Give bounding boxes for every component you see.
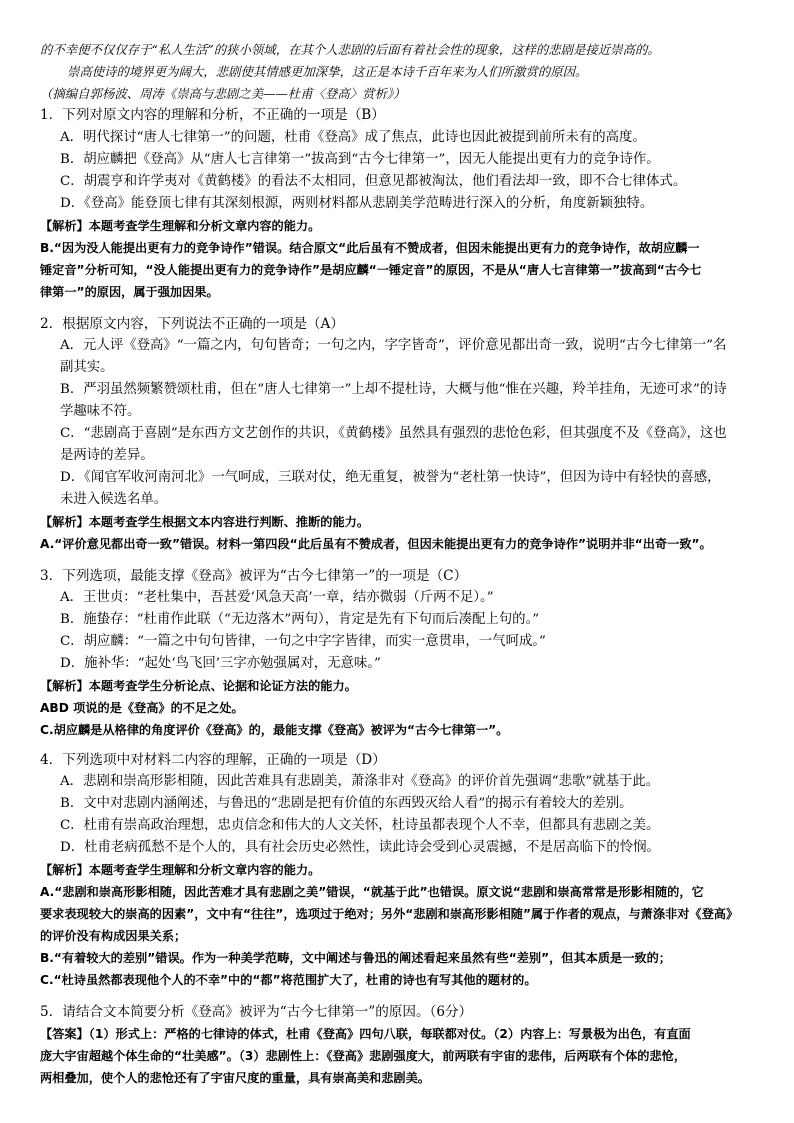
question-2-stem: 2．根据原文内容，下列说法不正确的一项是（A） [40,316,344,332]
question-1-option-d: D．《登高》能登顶七律有其深刻根源，两则材料都从悲剧美学范畴进行深入的分析，角度新颖独特。 [60,196,654,211]
question-1-analysis-line: 律第一”的原因，属于强加因果。 [40,285,219,299]
question-2-option-a-cont: 副其实。 [60,360,114,375]
question-1-stem: 1．下列对原文内容的理解和分析，不正确的一项是（B） [40,107,385,123]
question-1-analysis-title: 【解析】本题考查学生理解和分析文章内容的能力。 [40,219,321,233]
question-5-answer-line: 【答案】（1）形式上：严格的七律诗的体式，杜甫《登高》四句八联，每联都对仗。（2）内容上：写景极为出色，有直面 [40,1027,691,1041]
source-citation: （摘编自郭杨波、周涛《崇高与悲剧之美——杜甫〈登高〉赏析》） [40,86,406,101]
question-1-option-a: A．明代探讨“唐人七律第一”的问题，杜甫《登高》成了焦点，此诗也因此被提到前所未有的高度。 [60,130,646,145]
question-1-analysis-line: 锤定音”分析可知，“没人能提出更有力的竞争诗作”是胡应麟“一锤定音”的原因，不是从“唐人七言律第一”拔高到“古今七 [40,263,702,277]
intro-line-1: 的不幸便不仅仅存于“私人生活”的狭小领域，在其个人悲剧的后面有着社会性的现象，这样的悲剧是接近崇高的。 [40,42,660,57]
question-4-option-c: C．杜甫有崇高政治理想，忠贞信念和伟大的人文关怀，杜诗虽都表现个人不幸，但都具有悲剧之美。 [60,818,660,833]
question-4-analysis-line: A.“悲剧和崇高形影相随，因此苦难才具有悲剧之美”错误，“就基于此”也错误。原文说“悲剧和崇高常常是形影相随的，它 [40,885,704,899]
question-3-option-d: D．施补华：“起处‘鸟飞回’三字亦勉强属对，无意味。” [60,656,381,671]
question-3-option-a: A．王世贞：“老杜集中，吾甚爱‘风急天高’一章，结亦微弱（斤两不足）。” [60,590,494,605]
question-3-analysis-title: 【解析】本题考查学生分析论点、论据和论证方法的能力。 [40,679,357,693]
question-5-answer-line: 两相叠加，使个人的悲怆还有了宇宙尺度的重量，具有崇高美和悲剧美。 [40,1071,430,1085]
question-4-analysis-title: 【解析】本题考查学生理解和分析文章内容的能力。 [40,863,321,877]
question-5-answer-line: 庞大宇宙超越个体生命的“壮美感”。（3）悲剧性上：《登高》悲剧强度大，前两联有宇宙的悲伟，后两联有个体的悲怆， [40,1049,687,1063]
question-1-option-c: C．胡震亨和许学夷对《黄鹤楼》的看法不太相同，但意见都被淘汰，他们看法却一致，即不合七律体式。 [60,174,687,189]
question-3-option-c: C．胡应麟：“一篇之中句句皆律，一句之中字字皆律，而实一意贯串，一气呵成。” [60,634,546,649]
question-4-option-a: A．悲剧和崇高形影相随，因此苦难具有悲剧美，萧涤非对《登高》的评价首先强调“悲歌”就基于此。 [60,774,660,789]
question-4-option-b: B．文中对悲剧内涵阐述，与鲁迅的“悲剧是把有价值的东西毁灭给人看”的揭示有着较大的差别。 [60,796,633,811]
question-3-stem: 3．下列选项，最能支撑《登高》被评为“古今七律第一”的一项是（C） [40,568,468,584]
question-1-option-b: B．胡应麟把《登高》从“唐人七言律第一”拔高到“古今七律第一”，因无人能提出更有力的竞争诗作。 [60,152,660,167]
question-4-analysis-line: B.“有着较大的差别”错误。作为一种美学范畴，文中阐述与鲁迅的阐述看起来虽然有些“差别”，但其本质是一致的； [40,951,671,965]
question-3-analysis-line: ABD 项说的是《登高》的不足之处。 [40,701,244,715]
question-4-option-d: D．杜甫老病孤愁不是个人的，具有社会历史必然性，读此诗会受到心灵震撼，不是居高临下的怜悯。 [60,840,660,855]
intro-line-2: 崇高使诗的境界更为阔大，悲剧使其情感更加深挚，这正是本诗千百年来为人们所激赏的原因。 [67,64,588,79]
question-2-option-c: C．“悲剧高于喜剧”是东西方文艺创作的共识，《黄鹤楼》虽然具有强烈的悲怆色彩，但其强度不及《登高》，这也 [60,426,727,441]
question-2-option-b: B．严羽虽然频繁赞颂杜甫，但在“唐人七律第一”上却不提杜诗，大概与他“惟在兴趣，羚羊挂角，无迹可求”的诗 [60,382,727,397]
question-2-analysis-line: A.“评价意见都出奇一致”错误。材料一第四段“此后虽有不赞成者，但因未能提出更有力的竞争诗作”说明并非“出奇一致”。 [40,537,712,551]
question-2-option-a: A．元人评《登高》“一篇之内，句句皆奇；一句之内，字字皆奇”，评价意见都出奇一致，说明“古今七律第一”名 [60,338,727,353]
question-4-analysis-line: C.“杜诗虽然都表现他个人的不幸”中的“都”将范围扩大了，杜甫的诗也有写其他的题材的。 [40,973,537,987]
question-4-analysis-line: 的评价没有构成因果关系； [40,929,187,943]
question-3-analysis-line: C.胡应麟是从格律的角度评价《登高》的，最能支撑《登高》被评为“古今七律第一”。 [40,723,509,737]
question-4-analysis-line: 要求表现较大的崇高的因素”，文中有“往往”，选项过于绝对；另外“悲剧和崇高形影相随”属于作者的观点，与萧涤非对《登高》 [40,907,739,921]
question-2-option-d-cont: 未进入候选名单。 [60,492,168,507]
question-5-stem: 5．请结合文本简要分析《登高》被评为“古今七律第一”的原因。（6分） [40,1004,473,1020]
question-2-option-c-cont: 是两诗的差异。 [60,448,154,463]
question-2-option-b-cont: 学趣味不符。 [60,404,141,419]
question-4-stem: 4．下列选项中对材料二内容的理解，正确的一项是（D） [40,752,386,768]
question-3-option-b: B．施蛰存：“杜甫作此联（“无边落木”两句），肯定是先有下句而后凑配上句的。” [60,612,540,627]
question-1-analysis-line: B.“因为没人能提出更有力的竞争诗作”错误。结合原文“此后虽有不赞成者，但因未能提出更有力的竞争诗作，故胡应麟一 [40,241,700,255]
question-2-analysis-title: 【解析】本题考查学生根据文本内容进行判断、推断的能力。 [40,515,370,529]
question-2-option-d: D．《闻官军收河南河北》一气呵成，三联对仗，绝无重复，被誉为“老杜第一快诗”，但因为诗中有轻快的喜感， [60,470,721,485]
